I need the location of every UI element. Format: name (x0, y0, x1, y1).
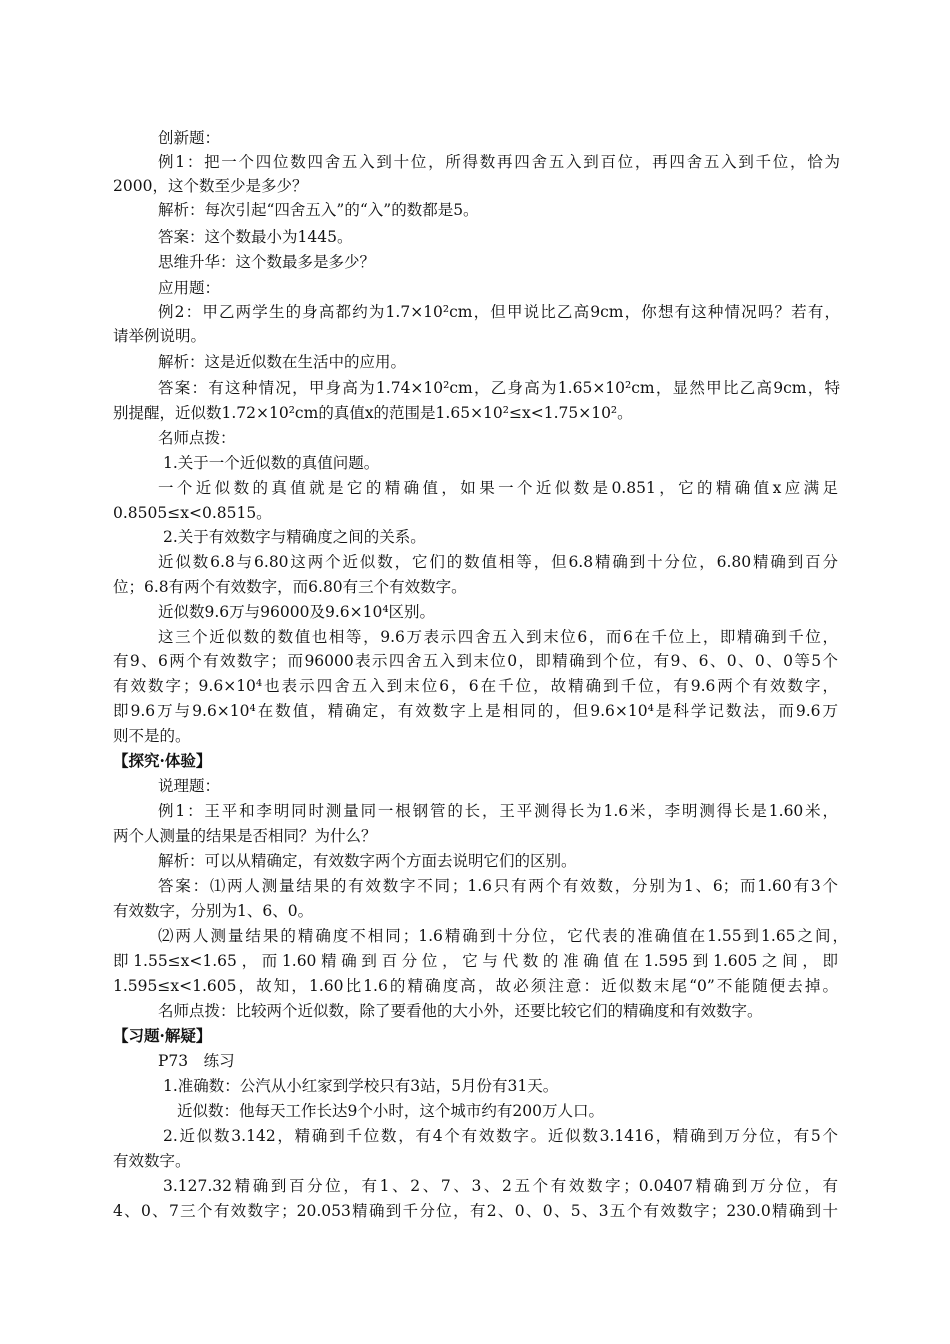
text-line: 1.595≤x<1.605，故知，1.60比1.6的精确度高，故必须注意：近似数末尾“0”不能随便去掉。 (113, 977, 838, 995)
text-line: 解析：这是近似数在生活中的应用。 (158, 353, 407, 371)
text-line: 一个近似数的真值就是它的精确值，如果一个近似数是0.851，它的精确值x应满足 (158, 479, 838, 497)
text-line: 即1.55≤x<1.65，而1.60精确到百分位，它与代数的准确值在1.595到1.605之间，即 (113, 952, 838, 970)
text-line: P73 练习 (158, 1052, 235, 1070)
text-line: 思维升华：这个数最多是多少？ (158, 253, 376, 271)
text-line: 例2：甲乙两学生的身高都约为1.7×10²cm，但甲说比乙高9cm，你想有这种情况吗？若有， (158, 303, 840, 321)
text-line: 解析：可以从精确定，有效数字两个方面去说明它们的区别。 (158, 852, 577, 870)
text-line: 创新题： (158, 129, 221, 147)
text-line: ⑵两人测量结果的精确度不相同；1.6精确到十分位，它代表的准确值在1.55到1.65之间， (158, 927, 848, 945)
text-line: 名师点拨： (158, 429, 236, 447)
text-line: 请举例说明。 (113, 327, 207, 345)
text-line: 3.127.32精确到百分位，有1、2、7、3、2五个有效数字；0.0407精确到万分位，有 (163, 1177, 838, 1195)
text-line: 4、0、7三个有效数字；20.053精确到千分位，有2、0、0、5、3五个有效数字；230.0精确到十 (113, 1202, 838, 1220)
text-line: 答案：这个数最小为1445。 (158, 228, 353, 246)
text-line: 有效数字。 (113, 1152, 191, 1170)
text-line: 两个人测量的结果是否相同？为什么？ (113, 827, 377, 845)
text-line: 名师点拨：比较两个近似数，除了要看他的大小外，还要比较它们的精确度和有效数字。 (158, 1002, 763, 1020)
text-line: 答案：⑴两人测量结果的有效数字不同；1.6只有两个有效数，分别为1、6；而1.60有3个 (158, 877, 838, 895)
text-line: 说理题： (158, 777, 221, 795)
text-line: 有9、6两个有效数字；而96000表示四舍五入到末位0，即精确到个位，有9、6、0、0、0等5个 (113, 652, 838, 670)
text-line: 0.8505≤x<0.8515。 (113, 504, 272, 522)
text-line: 近似数9.6万与96000及9.6×10⁴区别。 (158, 603, 436, 621)
text-line: 应用题： (158, 279, 221, 297)
text-line: 解析：每次引起“四舍五入”的“入”的数都是5。 (158, 201, 479, 219)
text-line: 1.准确数：公汽从小红家到学校只有3站，5月份有31天。 (163, 1077, 559, 1095)
text-line: 2.近似数3.142，精确到千位数，有4个有效数字。近似数3.1416，精确到万分位，有5个 (163, 1127, 838, 1145)
text-line: 近似数：他每天工作长达9个小时，这个城市约有200万人口。 (177, 1102, 604, 1120)
text-line: 别提醒，近似数1.72×10²cm的真值x的范围是1.65×10²≤x<1.75×10²。 (113, 404, 633, 422)
text-line: 例1：把一个四位数四舍五入到十位，所得数再四舍五入到百位，再四舍五入到千位，恰为 (158, 153, 840, 171)
text-line: 有效数字，分别为1、6、0。 (113, 902, 314, 920)
text-line: 位；6.8有两个有效数字，而6.80有三个有效数字。 (113, 578, 467, 596)
text-line: 则不是的。 (113, 727, 191, 745)
text-line: 2000，这个数至少是多少？ (113, 177, 308, 195)
text-line: 1.关于一个近似数的真值问题。 (163, 454, 380, 472)
text-line: 有效数字；9.6×10⁴也表示四舍五入到末位6，6在千位，故精确到千位，有9.6两个有效数字， (113, 677, 838, 695)
text-line: 近似数6.8与6.80这两个近似数，它们的数值相等，但6.8精确到十分位，6.80精确到百分 (158, 553, 838, 571)
text-line: 这三个近似数的数值也相等，9.6万表示四舍五入到末位6，而6在千位上，即精确到千位， (158, 628, 838, 646)
section-heading: 【探究·体验】 (113, 751, 212, 770)
text-line: 2.关于有效数字与精确度之间的关系。 (163, 528, 426, 546)
text-line: 例1：王平和李明同时测量同一根钢管的长，王平测得长为1.6米，李明测得长是1.60米， (158, 802, 838, 820)
text-line: 即9.6万与9.6×10⁴在数值，精确定，有效数字上是相同的，但9.6×10⁴是科学记数法，而9.6万 (113, 702, 838, 720)
section-heading: 【习题·解疑】 (113, 1026, 212, 1045)
text-line: 答案：有这种情况，甲身高为1.74×10²cm，乙身高为1.65×10²cm，显然甲比乙高9cm，特 (158, 379, 840, 397)
